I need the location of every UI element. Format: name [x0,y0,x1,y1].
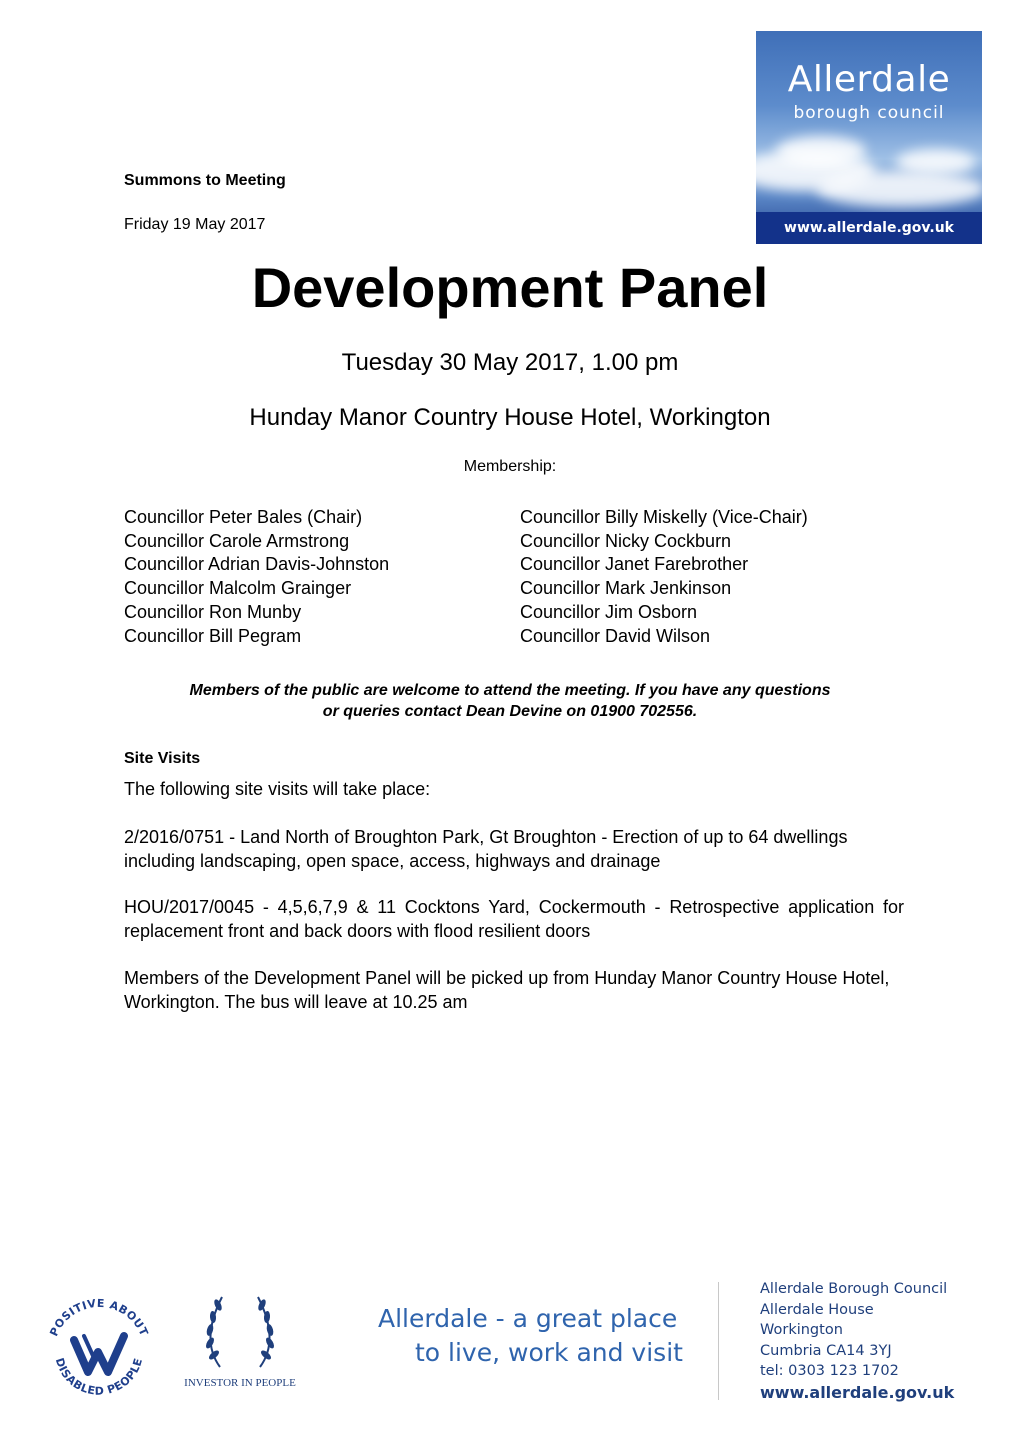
footer-divider [718,1282,719,1400]
address-website: www.allerdale.gov.uk [760,1382,955,1402]
svg-text:POSITIVE ABOUT: POSITIVE ABOUT [47,1296,151,1339]
council-logo [756,31,982,244]
public-notice-line: Members of the public are welcome to attend the meeting. If you have any questions [189,682,831,699]
member-name: Councillor Peter Bales (Chair) [124,507,363,527]
site-visit-item: 2/2016/0751 - Land North of Broughton Park, Gt Broughton - Erection of up to 64 dwellings including landscaping, open space, access, highways and drainage [124,827,848,871]
site-visits-intro: The following site visits will take place: [124,779,431,799]
member-name: Councillor Carole Armstrong [124,530,350,551]
logo-url: www.allerdale.gov.uk [756,212,982,244]
issue-date: Friday 19 May 2017 [124,216,266,233]
iip-label: INVESTOR IN PEOPLE [184,1377,296,1389]
membership-list-left [124,506,389,648]
meeting-venue: Hunday Manor Country House Hotel, Workington [249,404,771,431]
site-visit-item: HOU/2017/0045 - 4,5,6,7,9 & 11 Cocktons Yard, Cockermouth - Retrospective application for replacement front and back doors with flood resilient doors [124,897,904,941]
slogan-line: Allerdale - a great place [378,1304,678,1333]
member-name: Councillor Ron Munby [124,601,302,622]
member-name: Councillor Janet Farebrother [520,554,749,575]
address-org: Allerdale Borough Council [760,1281,948,1297]
council-address [760,1279,954,1403]
member-name: Councillor David Wilson [520,625,711,646]
address-tel: tel: 0303 123 1702 [760,1363,899,1379]
member-name: Councillor Jim Osborn [520,601,698,622]
logo-subtitle: borough council [793,103,945,123]
logo-title: Allerdale [787,59,951,100]
svg-text:DISABLED PEOPLE: DISABLED PEOPLE [52,1356,146,1398]
address-postcode: Cumbria CA14 3YJ [760,1342,892,1359]
meeting-date-time: Tuesday 30 May 2017, 1.00 pm [341,349,679,376]
member-name: Councillor Mark Jenkinson [520,578,732,599]
public-notice-line: or queries contact Dean Devine on 01900 702556. [322,703,698,720]
slogan-line: to live, work and visit [415,1338,683,1367]
member-name: Councillor Bill Pegram [124,625,302,646]
public-notice [110,680,910,722]
member-name: Councillor Nicky Cockburn [520,530,732,551]
member-name: Councillor Adrian Davis-Johnston [124,554,390,575]
member-name: Councillor Malcolm Grainger [124,578,352,599]
page-title: Development Panel [251,256,769,319]
summons-heading: Summons to Meeting [124,172,286,189]
site-visits-heading: Site Visits [124,750,201,767]
slogan [378,1302,683,1370]
investor-in-people-logo [170,1285,310,1395]
positive-about-disabled-people-logo [40,1290,158,1408]
member-name: Councillor Billy Miskelly (Vice-Chair) [520,507,808,527]
laurel-wreath-icon [170,1285,310,1375]
transport-note: Members of the Development Panel will be picked up from Hunday Manor Country House Hotel, Workington. The bus will leave at 10.25 am [124,968,890,1012]
address-town: Workington [760,1322,843,1338]
membership-list-right [520,506,808,648]
membership-label: Membership: [463,458,557,475]
address-building: Allerdale House [760,1301,874,1318]
